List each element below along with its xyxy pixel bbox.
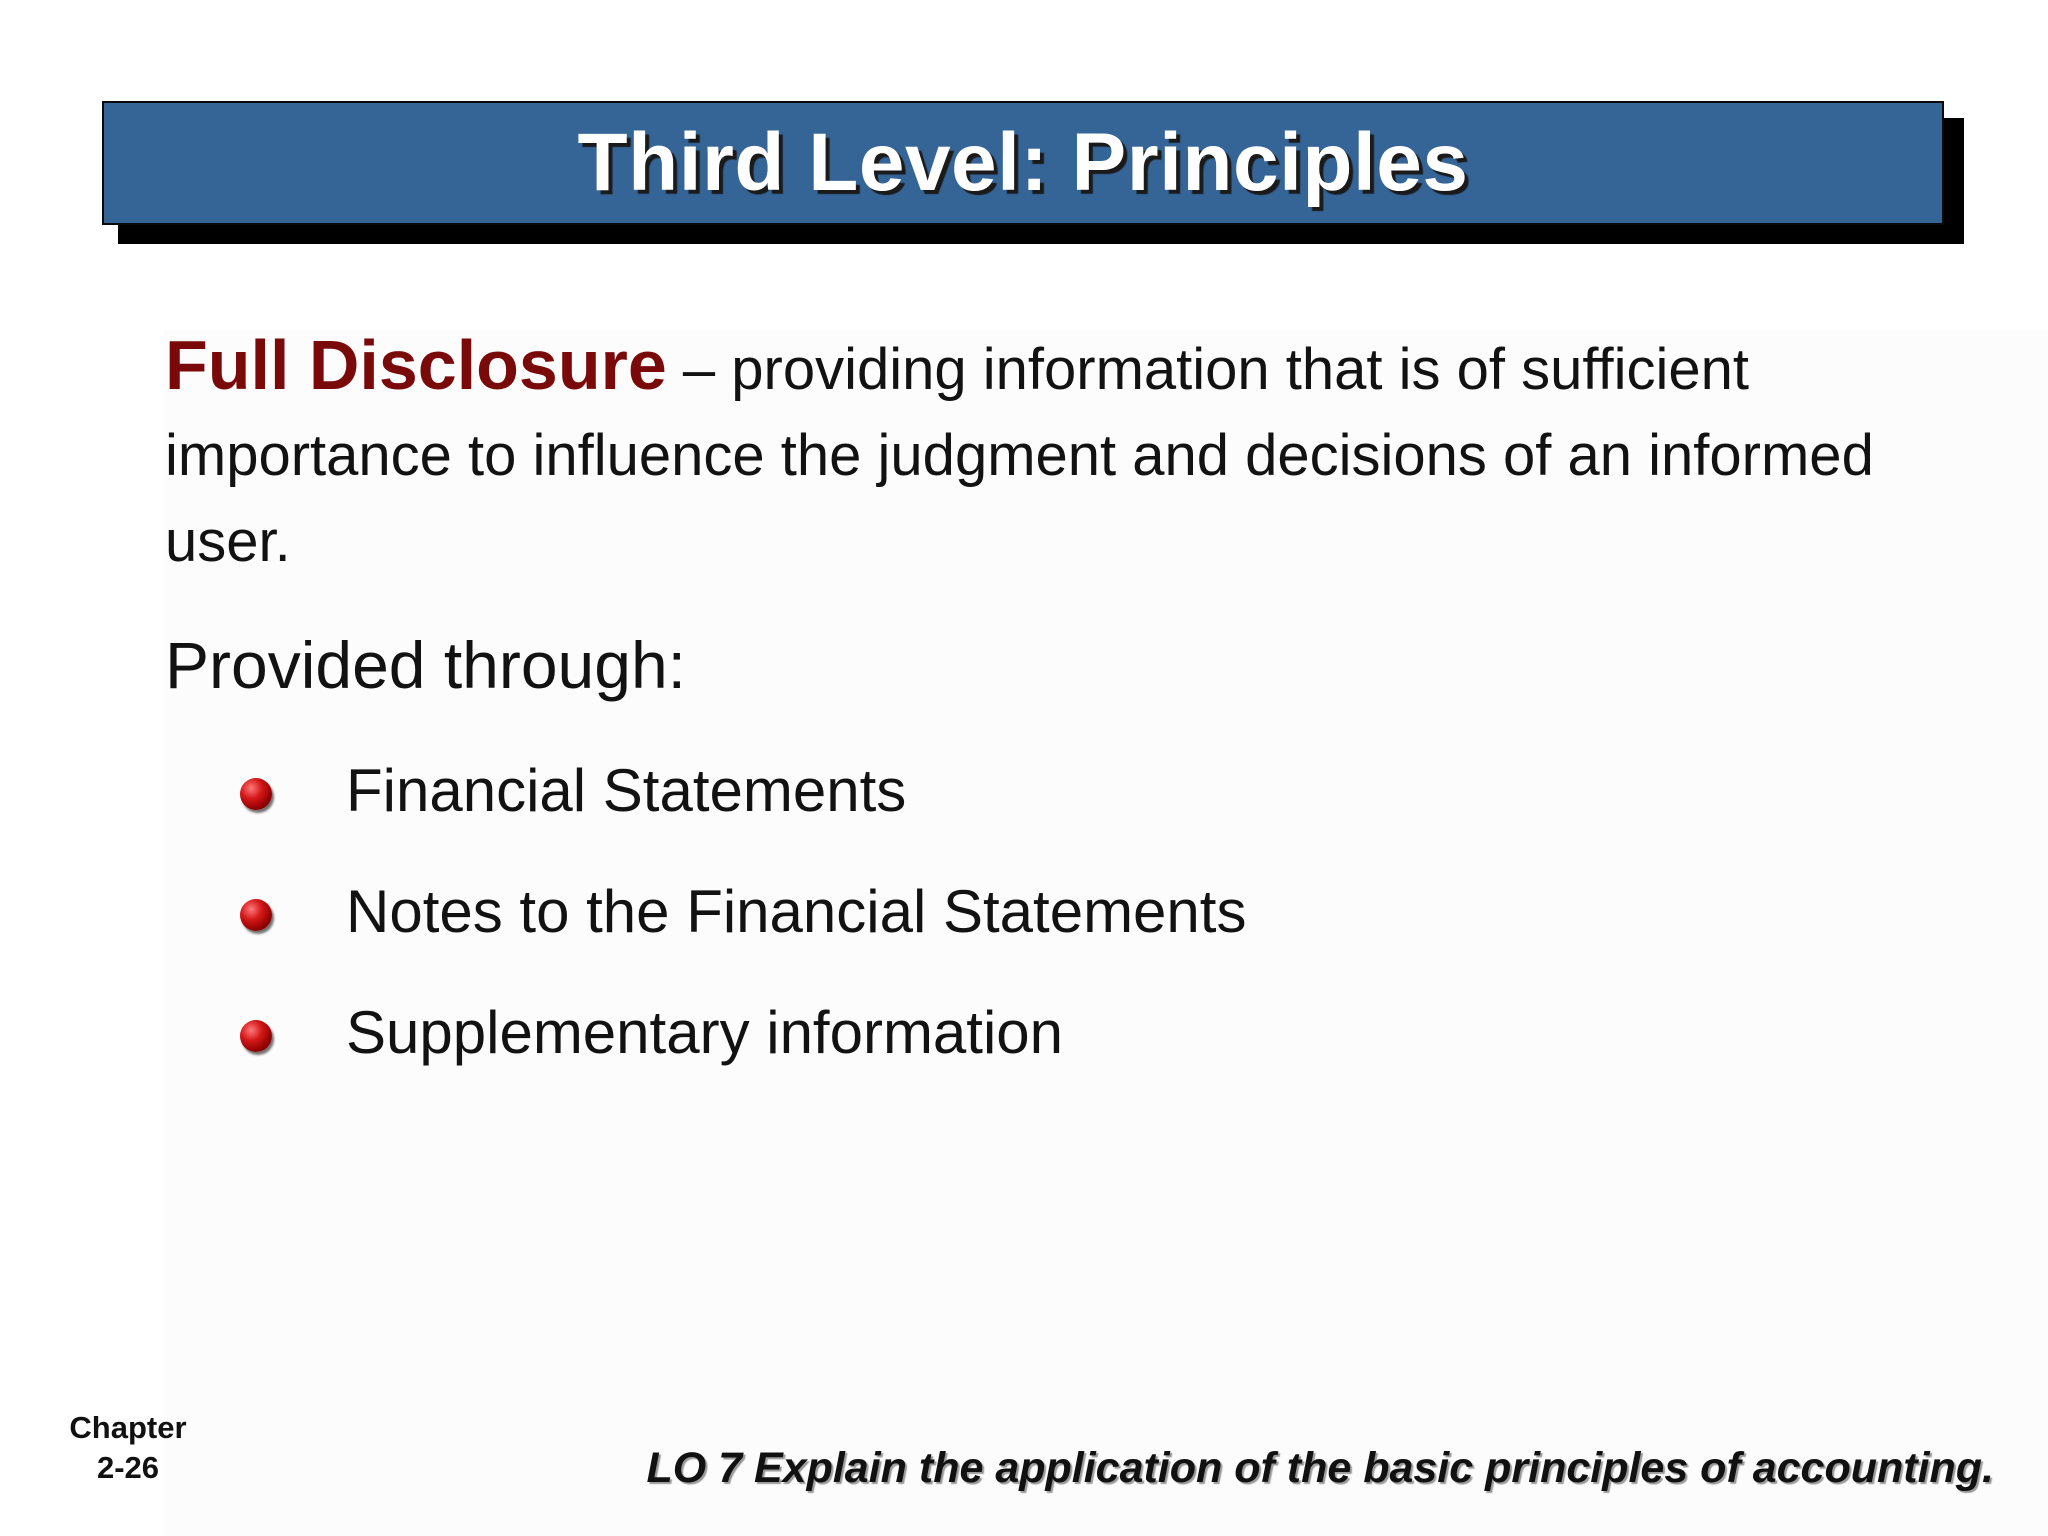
definition-term: Full Disclosure (165, 326, 667, 404)
bullet-text: Supplementary information (346, 999, 1064, 1066)
learning-objective-footer: LO 7 Explain the application of the basic principles of accounting. (646, 1444, 1994, 1492)
red-sphere-bullet-icon (240, 899, 272, 931)
chapter-label (58, 1408, 198, 1488)
bullet-text: Financial Statements (346, 757, 907, 824)
chapter-number: 2-26 (96, 1450, 160, 1485)
red-sphere-bullet-icon (240, 1020, 272, 1052)
bullet-text: Notes to the Financial Statements (346, 878, 1247, 945)
title-bar (102, 101, 1944, 225)
provided-through-label: Provided through: (165, 628, 687, 702)
chapter-word: Chapter (69, 1410, 187, 1445)
slide-title: Third Level: Principles (577, 117, 1469, 208)
red-sphere-bullet-icon (240, 778, 272, 810)
definition-paragraph (165, 322, 1945, 585)
definition-text: – providing information that is of sufficient importance to influence the judgment and decisions of an informed user. (165, 337, 1874, 574)
